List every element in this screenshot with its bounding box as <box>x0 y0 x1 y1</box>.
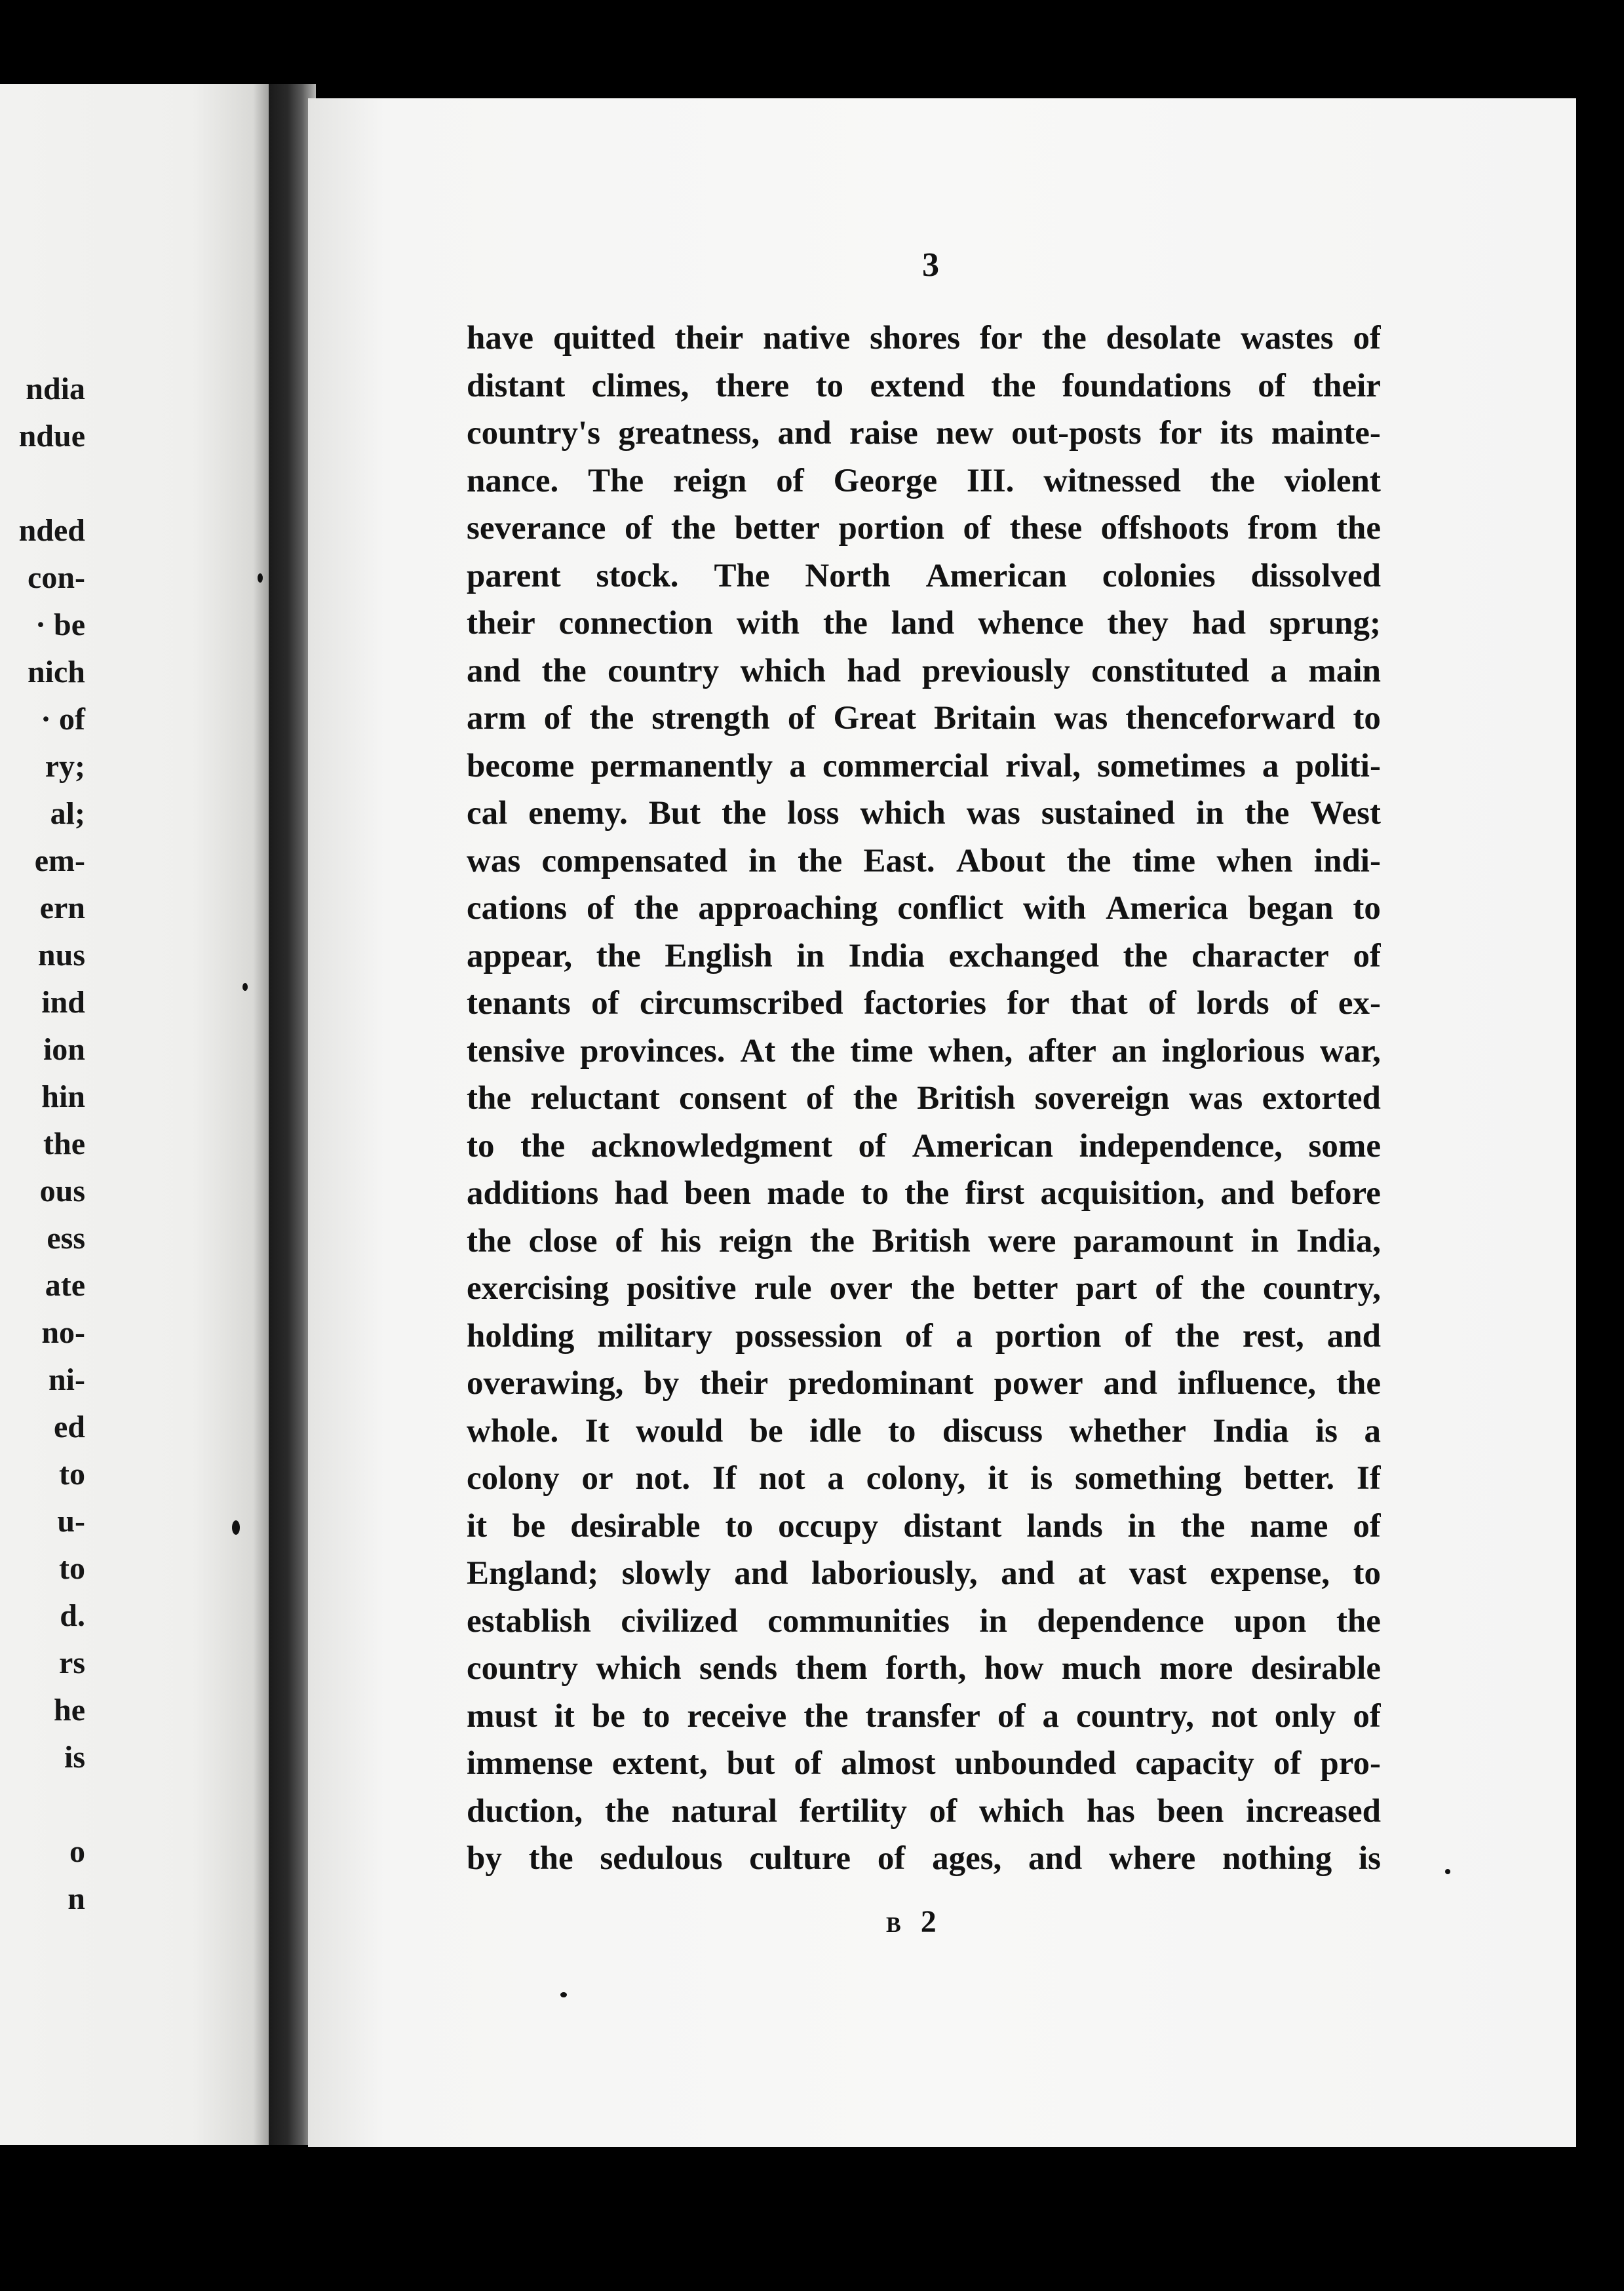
text-line: must it be to receive the transfer of a country, not only of <box>467 1697 1381 1735</box>
left-page-fragment: d. <box>60 1598 85 1633</box>
left-page-fragment: al; <box>50 796 85 831</box>
text-line: tensive provinces. At the time when, after an inglorious war, <box>467 1032 1381 1069</box>
text-line: overawing, by their predominant power and influence, the <box>467 1365 1381 1402</box>
ink-speck <box>232 1520 240 1535</box>
text-line: distant climes, there to extend the foundations of their <box>467 367 1381 404</box>
left-page-fragment: ry; <box>45 749 85 784</box>
text-line: nance. The reign of George III. witnessed the violent <box>467 462 1381 499</box>
text-line: cal enemy. But the loss which was sustained in the West <box>467 795 1381 832</box>
left-facing-page <box>0 84 275 2145</box>
text-line: exercising positive rule over the better part of the country, <box>467 1270 1381 1307</box>
signature-mark <box>886 1904 939 1940</box>
text-line: immense extent, but of almost unbounded capacity of pro- <box>467 1745 1381 1782</box>
text-line: become permanently a commercial rival, sometimes a politi- <box>467 747 1381 784</box>
text-line: by the sedulous culture of ages, and where nothing is <box>467 1840 1381 1877</box>
left-page-fragment: rs <box>59 1646 85 1680</box>
left-page-fragment: ni- <box>48 1362 85 1397</box>
text-line: to the acknowledgment of American independence, some <box>467 1127 1381 1165</box>
text-line: arm of the strength of Great Britain was thenceforward to <box>467 700 1381 737</box>
left-page-fragment: no- <box>41 1315 85 1350</box>
left-page-fragment: · be <box>35 607 85 642</box>
left-page-fragment: ed <box>54 1410 85 1444</box>
text-line: additions had been made to the first acquisition, and before <box>467 1175 1381 1212</box>
text-line: their connection with the land whence they had sprung; <box>467 605 1381 642</box>
ink-speck <box>242 983 248 991</box>
left-page-fragment: ind <box>41 985 85 1020</box>
left-page-fragment: hin <box>41 1079 85 1114</box>
left-page-fragment: n <box>68 1881 85 1916</box>
text-line: duction, the natural fertility of which has been increased <box>467 1792 1381 1830</box>
ink-speck <box>560 1992 567 1997</box>
left-page-fragment: ern <box>39 891 85 925</box>
text-line: appear, the English in India exchanged the character of <box>467 937 1381 974</box>
left-page-fragment: ous <box>39 1174 85 1208</box>
left-page-fragment: ndia <box>26 372 85 406</box>
text-line: holding military possession of a portion of the rest, and <box>467 1317 1381 1355</box>
text-line: it be desirable to occupy distant lands in the name of <box>467 1507 1381 1545</box>
text-line: severance of the better portion of these offshoots from the <box>467 510 1381 547</box>
text-line: cations of the approaching conflict with America began to <box>467 890 1381 927</box>
left-page-fragment: em- <box>34 843 85 878</box>
left-page-fragment: ndue <box>18 419 85 453</box>
text-line: England; slowly and laboriously, and at vast expense, to <box>467 1555 1381 1592</box>
left-page-fragment: · of <box>41 702 85 737</box>
page-number: 3 <box>922 246 939 284</box>
ink-speck <box>258 573 263 583</box>
left-page-fragment: ate <box>45 1268 85 1303</box>
text-line: was compensated in the East. About the time when indi- <box>467 842 1381 879</box>
left-page-text-fragments <box>0 366 85 1923</box>
text-line: have quitted their native shores for the desolate wastes of <box>467 320 1381 356</box>
left-page-fragment: o <box>69 1834 85 1869</box>
text-line: establish civilized communities in dependence upon the <box>467 1602 1381 1640</box>
left-page-fragment: is <box>64 1740 85 1775</box>
signature-letter: B <box>886 1913 904 1937</box>
text-line: colony or not. If not a colony, it is something better. If <box>467 1460 1381 1497</box>
left-page-fragment <box>0 460 85 507</box>
left-page-fragment: to <box>59 1551 85 1586</box>
ink-speck <box>1445 1869 1450 1874</box>
left-page-fragment: con- <box>28 560 85 595</box>
text-line: tenants of circumscribed factories for that of lords of ex- <box>467 985 1381 1022</box>
signature-number: 2 <box>920 1904 939 1939</box>
text-line: and the country which had previously constituted a main <box>467 652 1381 689</box>
left-page-fragment: the <box>43 1126 85 1161</box>
text-line: parent stock. The North American colonies dissolved <box>467 557 1381 594</box>
left-page-fragment: to <box>59 1457 85 1492</box>
left-page-fragment: u- <box>57 1504 85 1539</box>
left-page-fragment: nich <box>27 655 85 689</box>
left-page-fragment: he <box>54 1693 85 1727</box>
body-text <box>467 315 1381 1883</box>
text-line: country which sends them forth, how much more desirable <box>467 1650 1381 1687</box>
left-page-fragment: ion <box>43 1032 85 1067</box>
text-line: the close of his reign the British were paramount in India, <box>467 1222 1381 1260</box>
text-line: whole. It would be idle to discuss whether India is a <box>467 1412 1381 1450</box>
left-page-fragment: ess <box>47 1221 85 1256</box>
left-page-fragment <box>0 1781 85 1828</box>
left-page-fragment: nus <box>37 938 85 972</box>
left-page-fragment: nded <box>18 513 85 548</box>
text-line: the reluctant consent of the British sovereign was extorted <box>467 1080 1381 1117</box>
text-line: country's greatness, and raise new out-posts for its mainte- <box>467 415 1381 452</box>
